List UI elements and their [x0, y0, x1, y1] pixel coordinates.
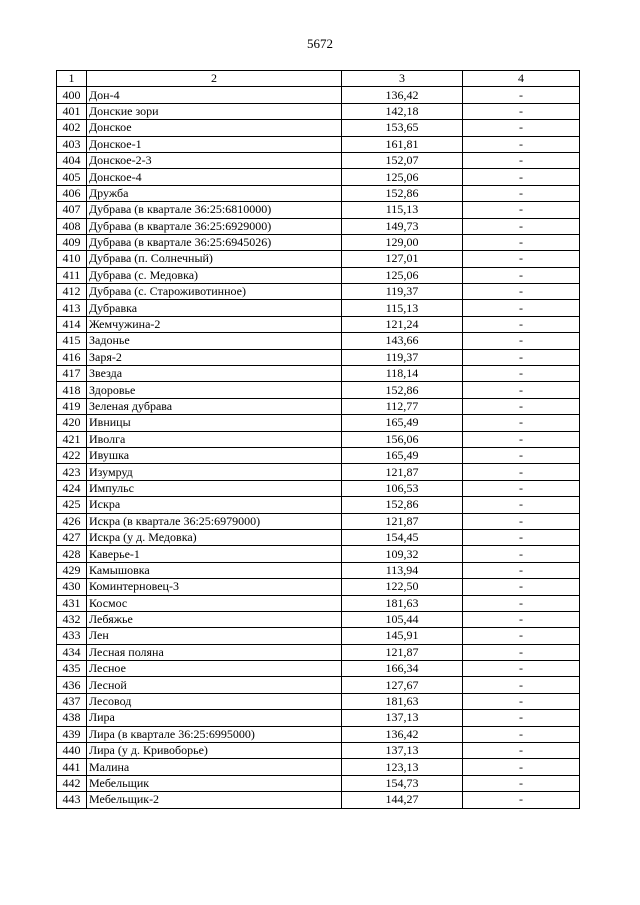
- table-row: [57, 218, 580, 234]
- table-row: [57, 333, 580, 349]
- table-body: [57, 87, 580, 808]
- row-value: 161,81: [342, 136, 463, 152]
- row-value: 152,07: [342, 152, 463, 168]
- table-row: [57, 693, 580, 709]
- row-flag: -: [463, 284, 580, 300]
- row-flag: -: [463, 152, 580, 168]
- row-name: Дубрава (с. Медовка): [87, 267, 342, 283]
- row-name: Искра (у д. Медовка): [87, 529, 342, 545]
- table-row: [57, 759, 580, 775]
- row-value: 154,73: [342, 775, 463, 791]
- row-name: Коминтерновец-3: [87, 579, 342, 595]
- table-row: [57, 792, 580, 808]
- row-value: 142,18: [342, 103, 463, 119]
- row-flag: -: [463, 611, 580, 627]
- row-value: 109,32: [342, 546, 463, 562]
- row-name: Здоровье: [87, 382, 342, 398]
- row-flag: -: [463, 628, 580, 644]
- row-name: Лесная поляна: [87, 644, 342, 660]
- row-flag: -: [463, 202, 580, 218]
- row-number: 407: [57, 202, 87, 218]
- row-value: 165,49: [342, 415, 463, 431]
- row-number: 437: [57, 693, 87, 709]
- header-col-flag: 4: [463, 71, 580, 87]
- row-value: 121,87: [342, 644, 463, 660]
- row-value: 165,49: [342, 447, 463, 463]
- row-number: 432: [57, 611, 87, 627]
- row-value: 121,87: [342, 464, 463, 480]
- row-value: 113,94: [342, 562, 463, 578]
- row-value: 112,77: [342, 398, 463, 414]
- row-name: Лира: [87, 710, 342, 726]
- table-row: [57, 775, 580, 791]
- table-row: [57, 677, 580, 693]
- row-number: 408: [57, 218, 87, 234]
- row-number: 441: [57, 759, 87, 775]
- row-number: 417: [57, 366, 87, 382]
- page-number: 5672: [307, 36, 333, 51]
- row-name: Иволга: [87, 431, 342, 447]
- row-number: 433: [57, 628, 87, 644]
- row-flag: -: [463, 464, 580, 480]
- row-flag: -: [463, 333, 580, 349]
- table-row: [57, 234, 580, 250]
- table-row: [57, 349, 580, 365]
- row-flag: -: [463, 644, 580, 660]
- row-number: 431: [57, 595, 87, 611]
- row-flag: -: [463, 398, 580, 414]
- row-number: 412: [57, 284, 87, 300]
- row-name: Искра (в квартале 36:25:6979000): [87, 513, 342, 529]
- row-name: Донское: [87, 120, 342, 136]
- table-row: [57, 152, 580, 168]
- row-value: 152,86: [342, 382, 463, 398]
- header-row: [57, 71, 580, 87]
- row-value: 181,63: [342, 595, 463, 611]
- row-value: 125,06: [342, 169, 463, 185]
- row-flag: -: [463, 431, 580, 447]
- row-number: 435: [57, 661, 87, 677]
- row-number: 428: [57, 546, 87, 562]
- row-number: 402: [57, 120, 87, 136]
- row-flag: -: [463, 366, 580, 382]
- row-value: 136,42: [342, 87, 463, 103]
- row-name: Мебельщик: [87, 775, 342, 791]
- row-number: 430: [57, 579, 87, 595]
- table-row: [57, 300, 580, 316]
- row-value: 105,44: [342, 611, 463, 627]
- row-name: Дон-4: [87, 87, 342, 103]
- row-flag: -: [463, 595, 580, 611]
- table-row: [57, 513, 580, 529]
- row-value: 166,34: [342, 661, 463, 677]
- row-name: Дубрава (в квартале 36:25:6929000): [87, 218, 342, 234]
- row-value: 144,27: [342, 792, 463, 808]
- row-number: 427: [57, 529, 87, 545]
- table-row: [57, 103, 580, 119]
- row-name: Дубрава (в квартале 36:25:6945026): [87, 234, 342, 250]
- row-number: 434: [57, 644, 87, 660]
- row-flag: -: [463, 120, 580, 136]
- row-flag: -: [463, 415, 580, 431]
- row-number: 405: [57, 169, 87, 185]
- row-flag: -: [463, 251, 580, 267]
- row-number: 425: [57, 497, 87, 513]
- row-value: 154,45: [342, 529, 463, 545]
- row-name: Дубрава (с. Староживотинное): [87, 284, 342, 300]
- table-row: [57, 497, 580, 513]
- row-number: 423: [57, 464, 87, 480]
- table-row: [57, 251, 580, 267]
- table-row: [57, 726, 580, 742]
- table-row: [57, 169, 580, 185]
- row-flag: -: [463, 234, 580, 250]
- row-name: Лесной: [87, 677, 342, 693]
- row-number: 422: [57, 447, 87, 463]
- row-flag: -: [463, 300, 580, 316]
- table-row: [57, 546, 580, 562]
- row-name: Камышовка: [87, 562, 342, 578]
- row-value: 156,06: [342, 431, 463, 447]
- row-value: 152,86: [342, 185, 463, 201]
- row-flag: -: [463, 693, 580, 709]
- row-flag: -: [463, 218, 580, 234]
- row-flag: -: [463, 185, 580, 201]
- row-name: Заря-2: [87, 349, 342, 365]
- table-row: [57, 202, 580, 218]
- row-number: 403: [57, 136, 87, 152]
- table-row: [57, 185, 580, 201]
- row-number: 419: [57, 398, 87, 414]
- row-flag: -: [463, 710, 580, 726]
- row-number: 440: [57, 743, 87, 759]
- table-row: [57, 710, 580, 726]
- data-table: [56, 70, 580, 809]
- row-value: 121,24: [342, 316, 463, 332]
- row-value: 181,63: [342, 693, 463, 709]
- row-flag: -: [463, 726, 580, 742]
- row-name: Дубравка: [87, 300, 342, 316]
- row-name: Искра: [87, 497, 342, 513]
- row-flag: -: [463, 316, 580, 332]
- header-col-name: 2: [87, 71, 342, 87]
- row-number: 401: [57, 103, 87, 119]
- row-name: Задонье: [87, 333, 342, 349]
- row-name: Донское-2-3: [87, 152, 342, 168]
- row-value: 121,87: [342, 513, 463, 529]
- row-number: 429: [57, 562, 87, 578]
- row-name: Лесное: [87, 661, 342, 677]
- row-name: Мебельщик-2: [87, 792, 342, 808]
- row-value: 127,67: [342, 677, 463, 693]
- row-number: 409: [57, 234, 87, 250]
- row-number: 410: [57, 251, 87, 267]
- row-value: 143,66: [342, 333, 463, 349]
- row-value: 145,91: [342, 628, 463, 644]
- table-row: [57, 743, 580, 759]
- row-name: Лен: [87, 628, 342, 644]
- table-row: [57, 595, 580, 611]
- table-row: [57, 431, 580, 447]
- row-name: Дружба: [87, 185, 342, 201]
- table-row: [57, 136, 580, 152]
- row-value: 127,01: [342, 251, 463, 267]
- row-flag: -: [463, 677, 580, 693]
- row-number: 414: [57, 316, 87, 332]
- row-value: 137,13: [342, 710, 463, 726]
- row-number: 413: [57, 300, 87, 316]
- row-number: 411: [57, 267, 87, 283]
- row-value: 129,00: [342, 234, 463, 250]
- header-col-value: 3: [342, 71, 463, 87]
- row-number: 424: [57, 480, 87, 496]
- table-row: [57, 447, 580, 463]
- row-flag: -: [463, 661, 580, 677]
- row-name: Лебяжье: [87, 611, 342, 627]
- row-value: 106,53: [342, 480, 463, 496]
- row-flag: -: [463, 546, 580, 562]
- table-row: [57, 87, 580, 103]
- row-value: 122,50: [342, 579, 463, 595]
- row-number: 404: [57, 152, 87, 168]
- row-value: 123,13: [342, 759, 463, 775]
- row-number: 439: [57, 726, 87, 742]
- row-name: Изумруд: [87, 464, 342, 480]
- row-value: 137,13: [342, 743, 463, 759]
- row-value: 153,65: [342, 120, 463, 136]
- row-flag: -: [463, 87, 580, 103]
- table-row: [57, 398, 580, 414]
- row-flag: -: [463, 775, 580, 791]
- table-row: [57, 316, 580, 332]
- row-number: 400: [57, 87, 87, 103]
- row-name: Жемчужина-2: [87, 316, 342, 332]
- table-row: [57, 644, 580, 660]
- row-name: Донское-1: [87, 136, 342, 152]
- row-name: Каверье-1: [87, 546, 342, 562]
- row-flag: -: [463, 529, 580, 545]
- table-row: [57, 284, 580, 300]
- table-row: [57, 464, 580, 480]
- row-name: Ивницы: [87, 415, 342, 431]
- table-row: [57, 611, 580, 627]
- row-flag: -: [463, 562, 580, 578]
- row-value: 136,42: [342, 726, 463, 742]
- table-row: [57, 267, 580, 283]
- row-flag: -: [463, 349, 580, 365]
- row-number: 418: [57, 382, 87, 398]
- row-value: 119,37: [342, 284, 463, 300]
- row-number: 443: [57, 792, 87, 808]
- row-number: 442: [57, 775, 87, 791]
- row-number: 426: [57, 513, 87, 529]
- row-value: 118,14: [342, 366, 463, 382]
- table-row: [57, 579, 580, 595]
- row-name: Звезда: [87, 366, 342, 382]
- row-flag: -: [463, 169, 580, 185]
- row-name: Космос: [87, 595, 342, 611]
- row-number: 438: [57, 710, 87, 726]
- row-value: 152,86: [342, 497, 463, 513]
- table-row: [57, 480, 580, 496]
- table-row: [57, 628, 580, 644]
- row-flag: -: [463, 579, 580, 595]
- row-name: Малина: [87, 759, 342, 775]
- row-name: Ивушка: [87, 447, 342, 463]
- row-number: 406: [57, 185, 87, 201]
- table-row: [57, 529, 580, 545]
- row-number: 416: [57, 349, 87, 365]
- row-flag: -: [463, 382, 580, 398]
- table-row: [57, 120, 580, 136]
- table-row: [57, 415, 580, 431]
- row-flag: -: [463, 497, 580, 513]
- row-name: Дубрава (п. Солнечный): [87, 251, 342, 267]
- row-flag: -: [463, 267, 580, 283]
- row-flag: -: [463, 103, 580, 119]
- row-flag: -: [463, 136, 580, 152]
- row-flag: -: [463, 759, 580, 775]
- row-flag: -: [463, 513, 580, 529]
- row-value: 125,06: [342, 267, 463, 283]
- row-name: Дубрава (в квартале 36:25:6810000): [87, 202, 342, 218]
- table-row: [57, 562, 580, 578]
- row-number: 415: [57, 333, 87, 349]
- header-col-number: 1: [57, 71, 87, 87]
- row-flag: -: [463, 743, 580, 759]
- row-flag: -: [463, 792, 580, 808]
- row-name: Лира (в квартале 36:25:6995000): [87, 726, 342, 742]
- table-row: [57, 661, 580, 677]
- row-flag: -: [463, 447, 580, 463]
- row-name: Зеленая дубрава: [87, 398, 342, 414]
- row-number: 436: [57, 677, 87, 693]
- table-row: [57, 382, 580, 398]
- row-value: 115,13: [342, 202, 463, 218]
- row-number: 421: [57, 431, 87, 447]
- row-number: 420: [57, 415, 87, 431]
- row-value: 115,13: [342, 300, 463, 316]
- row-name: Лесовод: [87, 693, 342, 709]
- row-name: Донское-4: [87, 169, 342, 185]
- row-value: 119,37: [342, 349, 463, 365]
- row-value: 149,73: [342, 218, 463, 234]
- row-name: Лира (у д. Кривоборье): [87, 743, 342, 759]
- row-flag: -: [463, 480, 580, 496]
- table-row: [57, 366, 580, 382]
- row-name: Импульс: [87, 480, 342, 496]
- row-name: Донские зори: [87, 103, 342, 119]
- table-header: [57, 71, 580, 87]
